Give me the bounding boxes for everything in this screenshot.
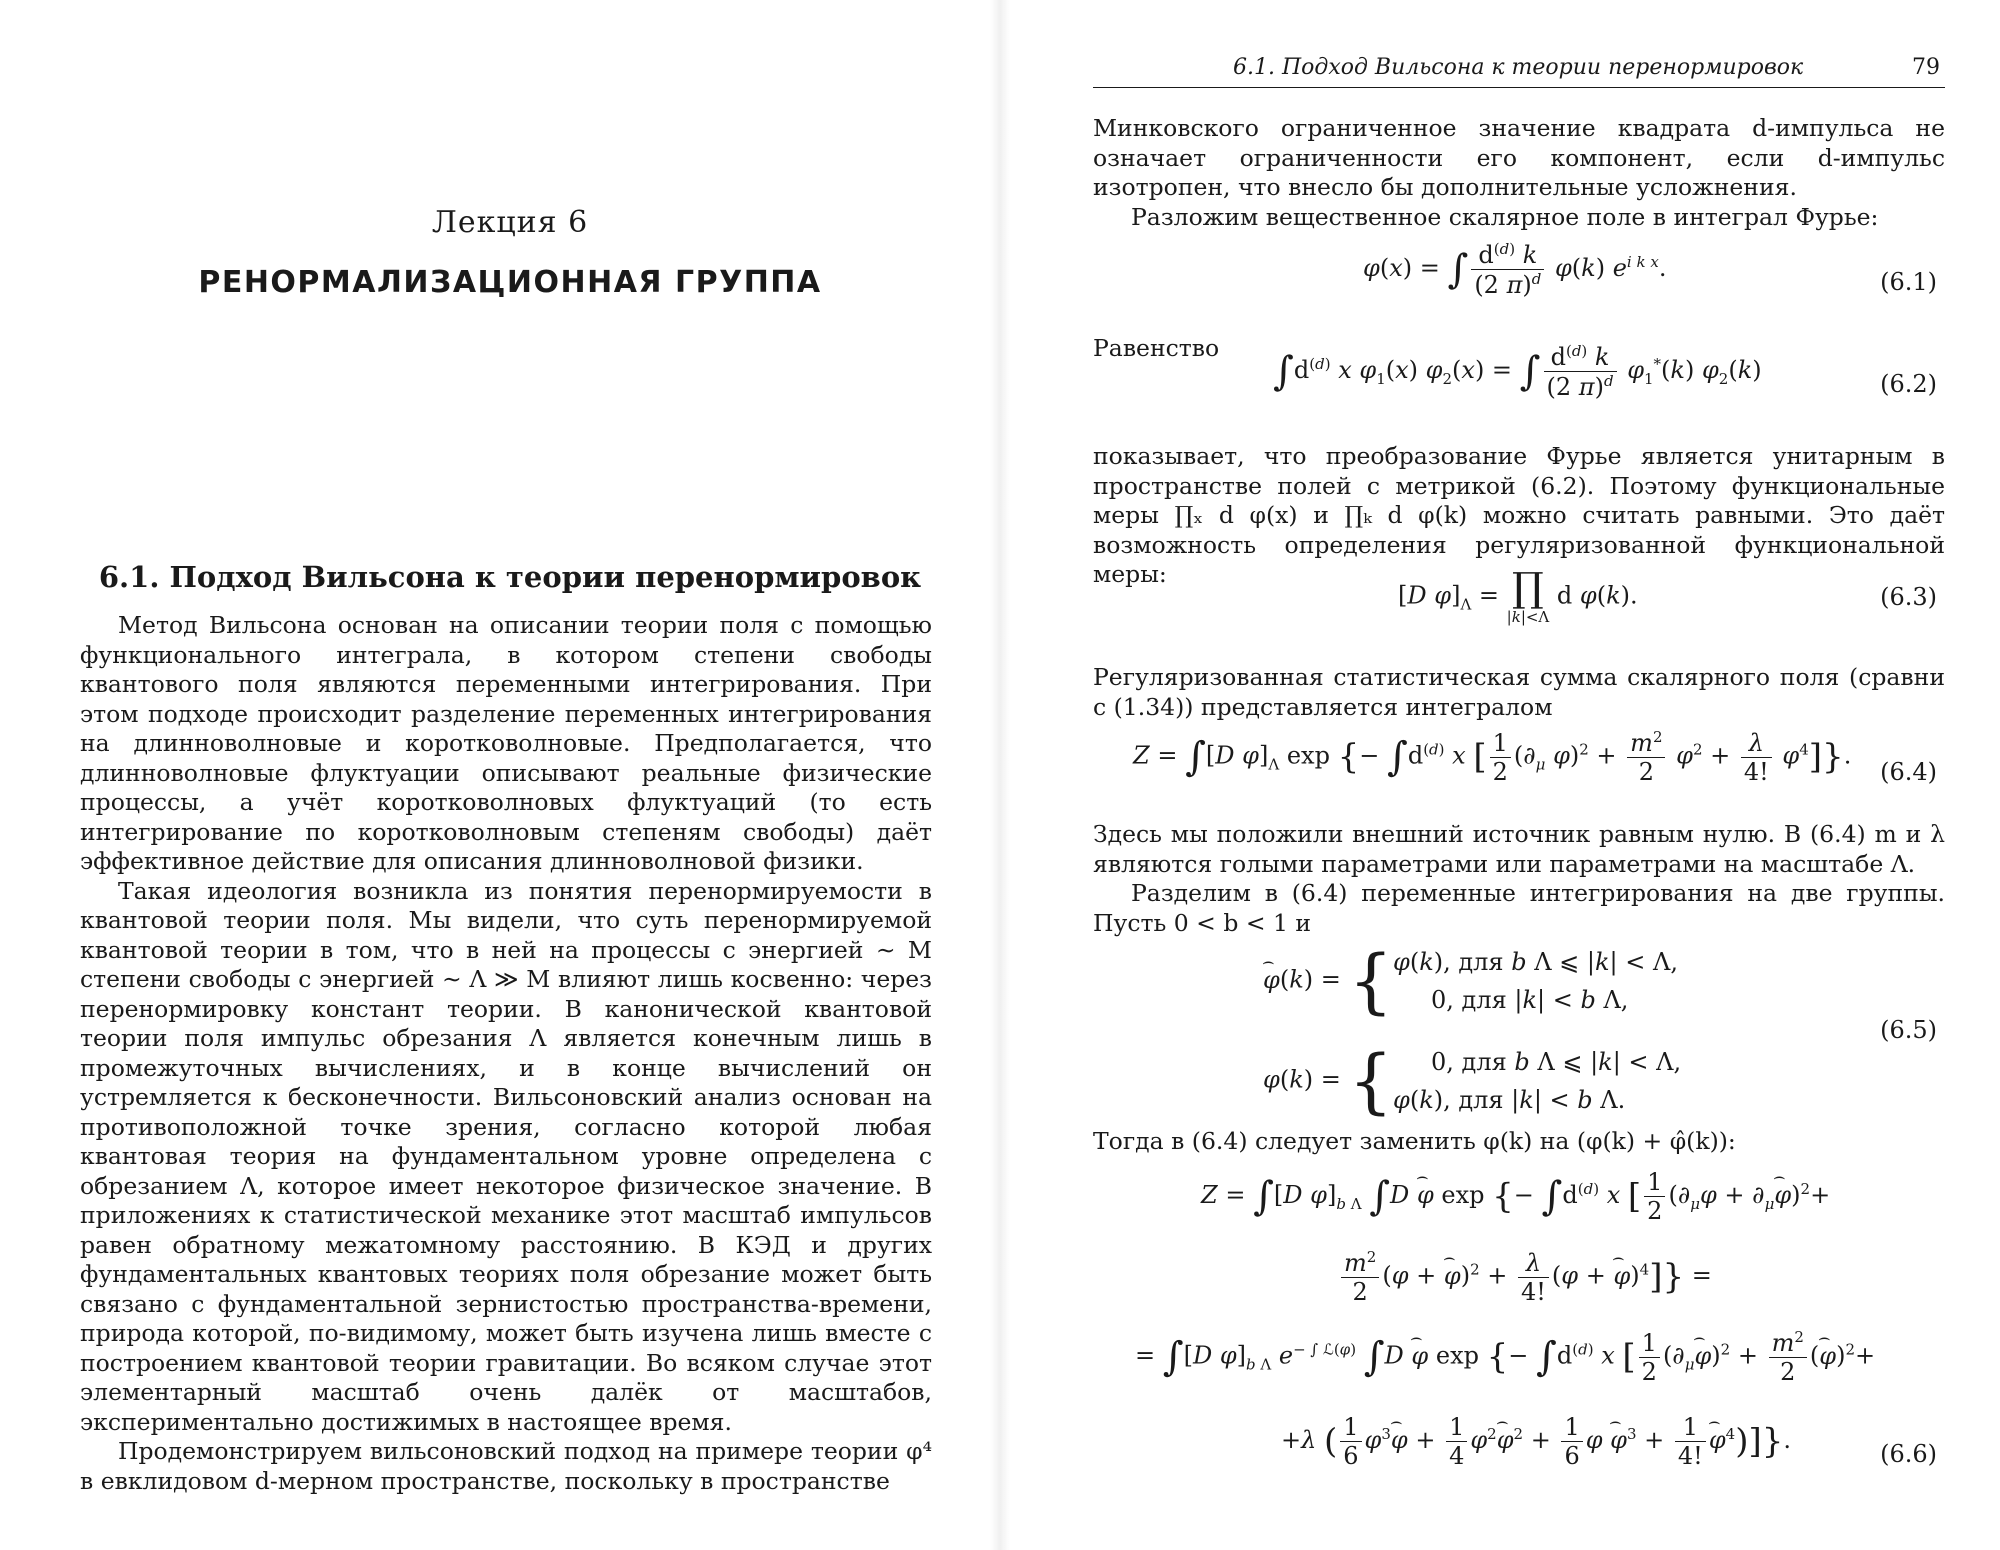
equation-6-2 (1093, 342, 1945, 432)
paragraph: Здесь мы положили внешний источник равным нулю. В (6.4) m и λ являются голыми параметрами или параметрами на масштабе Λ. (1093, 820, 1945, 878)
left-body-text (80, 611, 932, 1496)
equation-line: Z = ∫[D $\varphi]_{b \Lambda}$ ∫D ⌢ φ exp {− $\int d^{(d)}$ x [ $\frac{1}{2}$ ($\partial_\mu\varphi$ + $\partial_\mu⌢$ φ)$^2$+ (1201, 1168, 1830, 1225)
case-word: для (1461, 986, 1507, 1014)
running-head-title: 6.1. Подход Вильсона к теории перенормировок (1233, 55, 1804, 80)
equation-6-6 (1093, 1168, 1945, 1498)
paragraph: Минковского ограниченное значение квадрата d-импульса не означает ограниченности его компонент, если d-импульс изотропен, что внесло бы дополнительные усложнения. (1093, 114, 1945, 201)
equation-body: ⌢ φ(k) = { φ(k), для b Λ ⩽ |k| < Λ, 0, для |k| < b Λ, (1263, 940, 1678, 1022)
equation-6-3 (1093, 565, 1945, 648)
paragraph: Равенство (1093, 334, 1220, 362)
exp-label: exp (1441, 1181, 1485, 1209)
equation-line: $\frac{m^2}{2}$ (φ + ⌢ φ)$^2$ + $\frac{\lambda}{4!}$ (φ + ⌢ φ)$^4$]} = (1338, 1248, 1712, 1306)
equation-number: (6.1) (1880, 268, 1937, 296)
equation-number: (6.6) (1880, 1440, 1937, 1468)
equation-6-4 (1093, 728, 1945, 818)
section-title: 6.1. Подход Вильсона к теории перенормировок (98, 560, 922, 594)
page-number: 79 (1912, 55, 1940, 80)
equation-body: [D $\varphi]_\Lambda$ = ∏ |k|<Λ d φ(k). (1398, 565, 1638, 626)
lecture-label: Лекция 6 (431, 205, 589, 240)
equation-number: (6.5) (1880, 1016, 1937, 1044)
case-word: для (1458, 948, 1504, 976)
exp-label: exp (1435, 1341, 1479, 1370)
paragraph: Метод Вильсона основан на описании теории поля с помощью функционального интеграла, в котором степени свободы квантового поля являются переменными интегрирования. При этом подходе происходит разделение переменных интегрирования на длинноволновые и коротковолновые. Предполагается, что длинноволновые флуктуации описывают реальные физические процессы, а учёт коротковолновых флуктуаций (то есть интегрирование по коротковолновым степеням свободы) даёт эффективное действие для описания длинноволновой физики. (80, 611, 932, 875)
equation-6-1 (1093, 240, 1945, 330)
equation-line: = ∫[D $\varphi]_{b \Lambda}$ $e^{- \int ℒ(\varphi)}$ ∫D ⌢ φ exp {− $\int d^{(d)}$ x [ $\frac{1}{2}$ ($\partial_\mu⌢$ φ)$^2$ + $\frac{m^2}{2}$ (⌢ φ)$^2$+ (1135, 1328, 1875, 1386)
running-head (1093, 55, 1945, 88)
right-text-block-6 (1093, 1127, 1945, 1157)
equation-line: +λ ( $\frac{1}{6}$ $\varphi^3⌢$ φ + $\frac{1}{4}$ $\varphi^2⌢$ $\varphi^2$ + $\frac{1}{6}$ φ ⌢ $\varphi^3$ + $\frac{1}{4!}$ ⌢ $\varphi^4$)]}. (1281, 1413, 1791, 1470)
equation-body: $\int d^{(d)}$ x $\varphi_1(x) \varphi_2(x)$ = ∫ $\frac{d^{(d)} k}{(2 \pi)^d}$ $\varphi_1^*(k)$ $\varphi_2(k)$ (1273, 342, 1762, 401)
right-text-block-4 (1093, 663, 1945, 722)
paragraph: Разложим вещественное скалярное поле в интеграл Фурье: (1131, 202, 1879, 231)
equation-body: φ(k) = { 0, для b Λ ⩽ |k| < Λ, φ(k), для |k| < b Λ. (1263, 1040, 1682, 1122)
case-word: для (1461, 1048, 1507, 1076)
paragraph: Продемонстрируем вильсоновский подход на примере теории φ⁴ в евклидовом d-мерном пространстве, поскольку в пространстве (80, 1437, 932, 1495)
equation-body: φ(x) = ∫ $\frac{d^{(d)} k}{(2 \pi)^d}$ φ(k) $e^{i k x}$. (1363, 240, 1667, 299)
chapter-title: РЕНОРМАЛИЗАЦИОННАЯ ГРУППА (198, 265, 822, 300)
equation-number: (6.4) (1880, 758, 1937, 786)
paragraph: Разделим в (6.4) переменные интегрирования на две группы. Пусть 0 < b < 1 и (1093, 879, 1945, 937)
paragraph: Регуляризованная статистическая сумма скалярного поля (сравни с (1.34)) представляется интегралом (1093, 663, 1945, 721)
case-word: для (1458, 1086, 1504, 1114)
right-text-block-5 (1093, 820, 1945, 938)
paragraph: Такая идеология возникла из понятия перенормируемости в квантовой теории поля. Мы видели, что суть перенормируемой квантовой теории в том, что в ней на процессы с энергией ∼ M степени свободы с энергией ∼ Λ ≫ M влияют лишь косвенно: через перенормировку констант теории. В канонической квантовой теории поля импульс обрезания Λ является конечным лишь в промежуточных вычислениях, и в конце вычислений он устремляется к бесконечности. Вильсоновский анализ основан на противоположной точке зрения, согласно которой любая квантовая теория на фундаментальном уровне определена с обрезанием Λ, которое имеет некоторое физическое значение. В приложениях к статистической механике этот масштаб импульсов равен обратному межатомному расстоянию. В КЭД и других фундаментальных квантовых теориях поля обрезание может быть связано с фундаментальной зернистостью пространства-времени, природа которой, по-видимому, может быть изучена лишь вместе с построением квантовой теории гравитации. Во всяком случае этот элементарный масштаб очень далёк от масштабов, экспериментально достижимых в настоящее время. (80, 876, 932, 1436)
equation-number: (6.3) (1880, 583, 1937, 611)
equation-number: (6.2) (1880, 370, 1937, 398)
right-text-block-1 (1093, 114, 1945, 232)
exp-label: exp (1286, 741, 1330, 770)
equation-6-5 (1093, 940, 1945, 1130)
book-gutter (990, 0, 1010, 1550)
equation-body: Z = ∫[D $\varphi]_\Lambda$ exp {− $\int d^{(d)}$ x [ $\frac{1}{2}$ ($\partial_\mu$ φ)$^2$ + $\frac{m^2}{2}$ $\varphi^2$ + $\frac{\lambda}{4!}$ $\varphi^4$]}. (1133, 728, 1852, 786)
paragraph: Тогда в (6.4) следует заменить φ(k) на (φ(k) + φ̂(k)): (1093, 1127, 1736, 1155)
paragraph: показывает, что преобразование Фурье является унитарным в пространстве полей с метрикой (6.2). Поэтому функциональные меры ∏ₓ d φ(x) и ∏ₖ d φ(k) можно считать равными. Это даёт возможность определения регуляризованной функциональной меры: (1093, 442, 1945, 588)
